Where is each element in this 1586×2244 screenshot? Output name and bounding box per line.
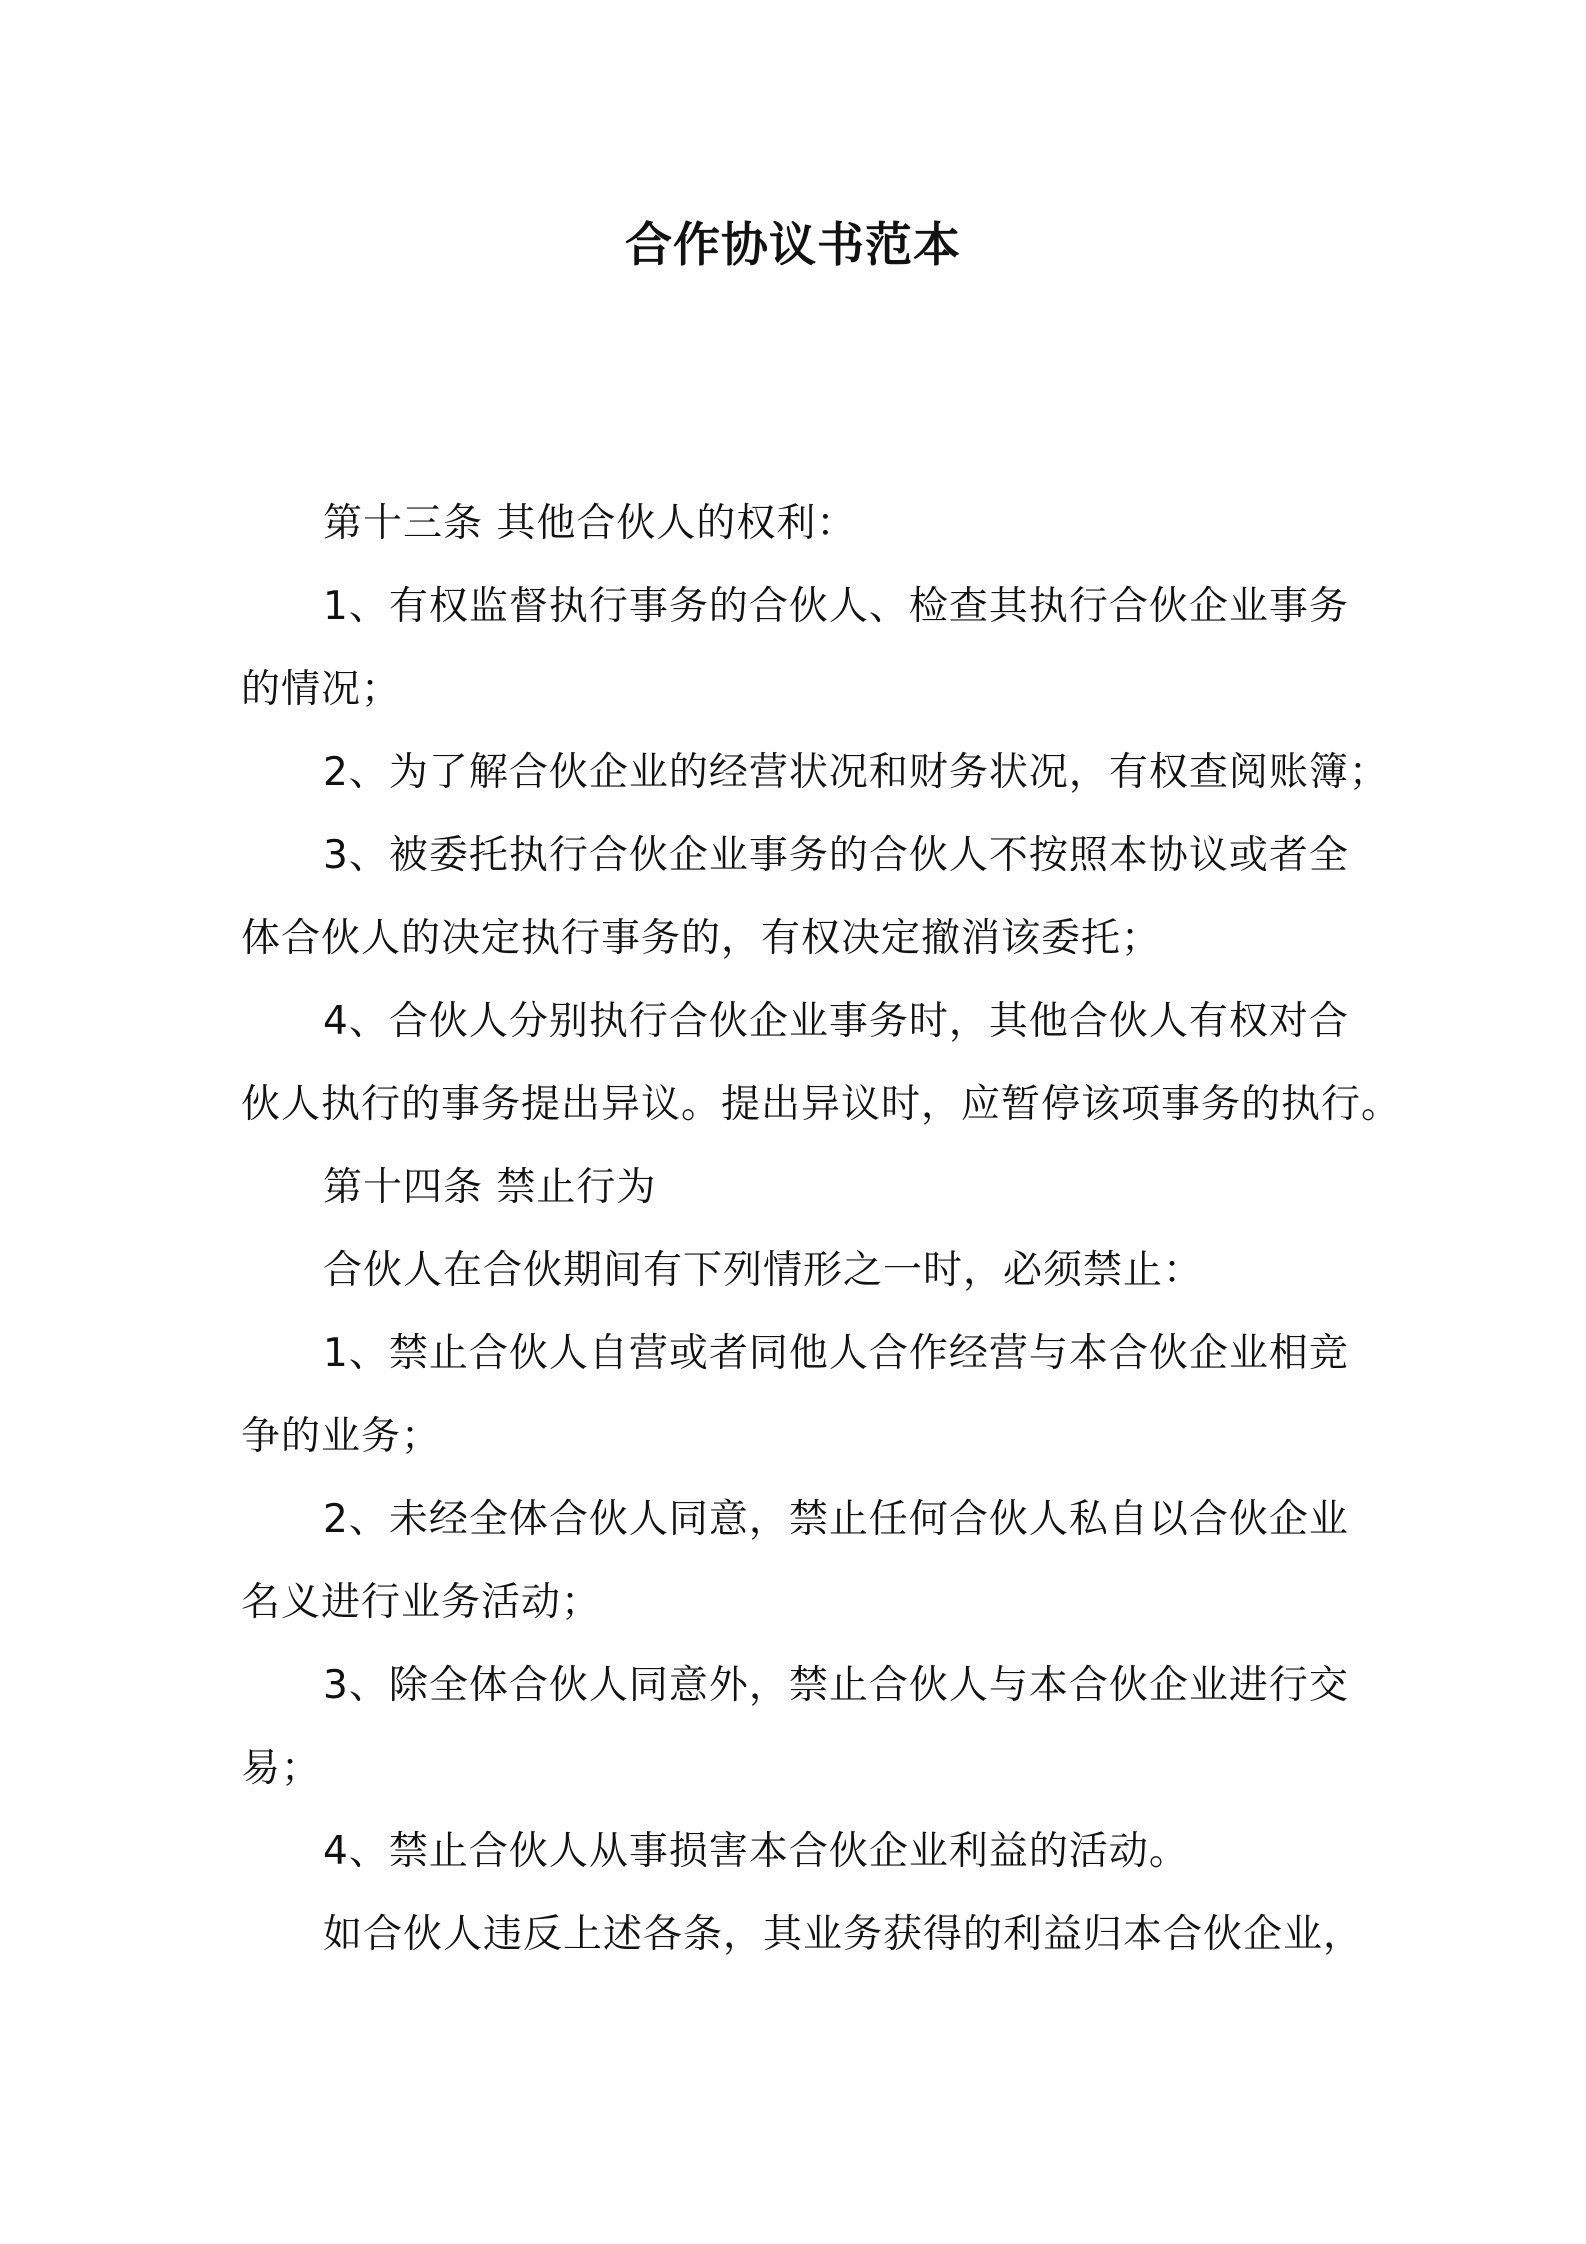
clause-14-item-4: 4、禁止合伙人从事损害本合伙企业利益的活动。 [323,1829,1189,1874]
clause-13-heading: 第十三条 其他合伙人的权利： [323,501,857,546]
clause-14-item-3-line-2: 易； [241,1746,322,1791]
clause-13-item-3-line-1: 3、被委托执行合伙企业事务的合伙人不按照本协议或者全 [323,833,1349,878]
clause-14-item-1-line-1: 1、禁止合伙人自营或者同他人合作经营与本合伙企业相竞 [323,1331,1349,1376]
document-body [241,492,1402,1986]
clause-14-consequence: 如合伙人违反上述各条，其业务获得的利益归本合伙企业， [323,1912,1364,1957]
clause-14-intro: 合伙人在合伙期间有下列情形之一时，必须禁止： [323,1248,1204,1293]
clause-14-item-2-line-1: 2、未经全体合伙人同意，禁止任何合伙人私自以合伙企业 [323,1497,1349,1542]
clause-14-item-2-line-2: 名义进行业务活动； [241,1580,602,1625]
clause-14-heading: 第十四条 禁止行为 [323,1165,657,1210]
clause-13-item-4-line-2: 伙人执行的事务提出异议。提出异议时，应暂停该项事务的执行。 [241,1082,1402,1127]
clause-13-item-3-line-2: 体合伙人的决定执行事务的，有权决定撤消该委托； [241,916,1162,961]
clause-14-item-3-line-1: 3、除全体合伙人同意外，禁止合伙人与本合伙企业进行交 [323,1663,1349,1708]
clause-13-item-1-line-1: 1、有权监督执行事务的合伙人、检查其执行合伙企业事务 [323,584,1349,629]
clause-13-item-4-line-1: 4、合伙人分别执行合伙企业事务时，其他合伙人有权对合 [323,999,1349,1044]
document-title: 合作协议书范本 [625,218,961,273]
clause-14-item-1-line-2: 争的业务； [241,1414,442,1459]
clause-13-item-2: 2、为了解合伙企业的经营状况和财务状况，有权查阅账簿； [323,750,1389,795]
clause-13-item-1-line-2: 的情况； [241,667,402,712]
